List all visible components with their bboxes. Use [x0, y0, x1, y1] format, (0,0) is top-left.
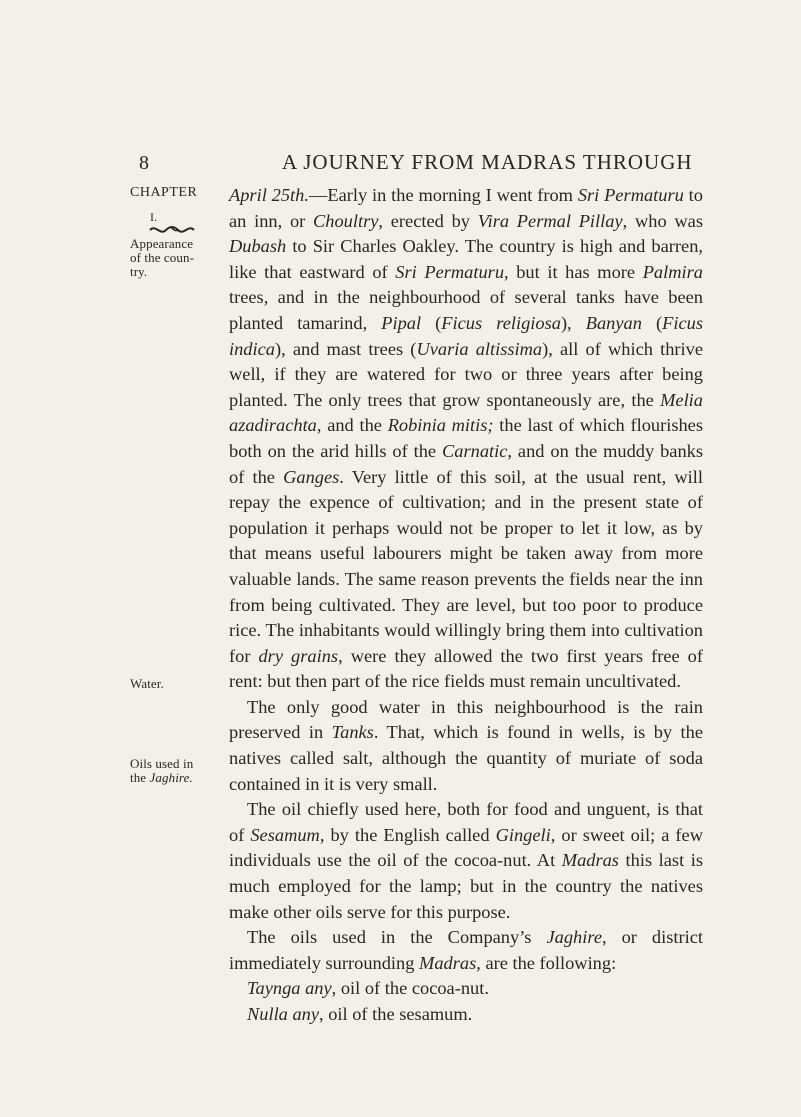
list-item	[229, 1002, 703, 1028]
place-name: Sri Permaturu	[577, 185, 684, 205]
text-span: this last is much employed for the lamp; but in the country the natives make other oils serve for this purpose.	[229, 850, 703, 922]
text-span: The only good water in this neighbourhood is the rain preserved in	[229, 696, 703, 743]
margin-note-oils-text: Oils used in the	[130, 756, 194, 785]
text-span: ),	[560, 312, 586, 333]
term: Dubash	[229, 236, 287, 257]
paragraph-water	[229, 695, 703, 797]
species-name: Uvaria altissima	[416, 338, 543, 359]
text-span: trees, and in the neighbourhood of several tanks have been planted tamarind,	[229, 287, 703, 333]
term: Banyan	[585, 312, 642, 333]
margin-note-appearance: Appearance of the coun- try.	[130, 236, 195, 279]
text-span: to Sir Charles Oakley. The country is high and barren, like that eastward of	[229, 236, 703, 282]
text-span: to an inn, or	[229, 185, 703, 231]
text-span: ), and mast trees (	[274, 338, 417, 359]
place-name: Ganges	[283, 466, 340, 487]
text-span: , or sweet oil; a few individuals use the oil of the cocoa-nut. At	[229, 824, 703, 871]
text-span: The oils used in the Company’s	[247, 927, 547, 948]
species-name: Ficus religiosa	[441, 312, 561, 333]
running-head: A JOURNEY FROM MADRAS THROUGH	[282, 150, 693, 174]
list-item	[229, 976, 703, 1002]
text-span: (	[421, 312, 442, 333]
date-text: April 25th.	[229, 185, 309, 205]
paragraph-oils-list-intro	[229, 925, 703, 976]
species-name: Melia azadirachta	[229, 389, 703, 436]
term: Pipal	[381, 312, 422, 333]
paragraph-oil	[229, 797, 703, 925]
place-name: Madras	[419, 952, 477, 973]
chapter-number: I.	[150, 210, 158, 224]
term: Sesamum	[250, 824, 320, 845]
place-name: Madras	[561, 850, 619, 871]
text-span: , erected by	[378, 210, 478, 231]
text-span: . Very little of this soil, at the usual rent, will repay the expence of cultivation; and in the present state of population it perhaps would not be proper to let it low, as by that means useful labourers might be taken away from more valuable lands. The same reason prevents the fields near the inn from being cultivated. They are level, but too poor to produce rice. The inhabitants would willingly bring them into cultivation for	[229, 466, 703, 666]
term: Tanks	[331, 722, 374, 743]
text-span: the last of which flourishes both on the arid hills of the	[229, 415, 703, 461]
term: Gingeli	[495, 824, 551, 845]
chapter-label: CHAPTER	[130, 185, 198, 200]
text-span: , were they allowed the two first years free of rent: but then part of the rice fields must remain uncultivated.	[229, 645, 703, 692]
term: dry grains	[258, 645, 339, 666]
term: Choultry	[313, 210, 379, 231]
text-span: The oil chiefly used here, both for food and unguent, is that of	[229, 799, 703, 845]
text-span: , and on the muddy banks of the	[229, 440, 703, 487]
paragraph-journey	[229, 183, 703, 695]
text-span: , by the English called	[319, 824, 496, 845]
text-span: . That, which is found in wells, is by the natives called salt, although the quantity of muriate of soda contained in it is very small.	[229, 722, 703, 794]
oil-name: Nulla any	[247, 1004, 320, 1024]
text-span: —Early in the morning I went from	[308, 185, 578, 205]
person-name: Vira Permal Pillay	[477, 210, 623, 231]
term: Jaghire	[546, 927, 602, 948]
species-name: Robinia mitis;	[387, 415, 494, 436]
term: Palmira	[642, 261, 703, 282]
oil-meaning: , oil of the cocoa-nut.	[331, 978, 489, 999]
oil-name: Taynga any	[247, 978, 332, 999]
text-span: , but it has more	[504, 261, 643, 282]
page-number: 8	[139, 152, 150, 174]
text-span: , who was	[622, 210, 703, 231]
text-span: , are the following:	[476, 952, 617, 973]
text-span: , and the	[316, 415, 388, 436]
margin-note-water: Water.	[130, 676, 164, 691]
margin-note-oils-italic: Jaghire.	[149, 770, 193, 785]
place-name: Sri Permaturu	[395, 261, 505, 282]
text-span: (	[641, 312, 663, 333]
text-span: , or district immediately surrounding	[229, 927, 703, 973]
margin-note-oils	[130, 757, 206, 785]
place-name: Carnatic	[442, 440, 508, 461]
text-span: ), all of which thrive well, if they are watered for two or three years after being planted. The only trees that grow spontaneously are, the	[229, 338, 704, 410]
oil-meaning: , oil of the sesamum.	[319, 1004, 473, 1024]
body-text	[229, 183, 703, 1028]
species-name: Ficus indica	[229, 312, 703, 359]
